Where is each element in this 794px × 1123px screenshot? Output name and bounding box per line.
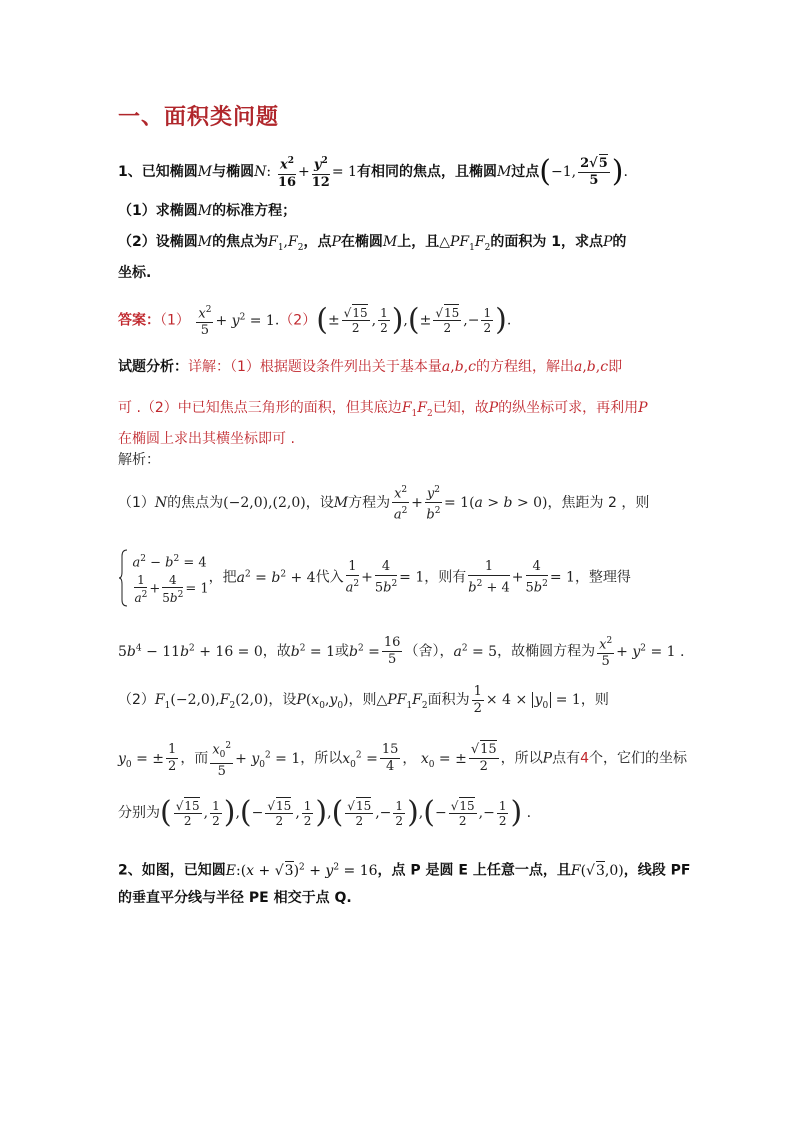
point-count: 4 — [580, 750, 590, 767]
analysis-line-2: 可 .（2）中已知焦点三角形的面积，但其底边$F_1F_2$已知，故P的纵坐标可求，再利用P — [118, 400, 648, 419]
fraction-x2-5: $\frac{x^2}{5}$ — [196, 302, 213, 339]
question-1-part-2: （2）设椭圆M的焦点为$F_1,F_2$，点P在椭圆M上，且$\triangle PF_1F_2$的面积为 1，求点P的 — [118, 234, 627, 253]
question-2-line-1: 2、如图，已知圆E:(x + $√3)^2 + y^2 = 16$，点 P 是圆 E 上任意一点，且F(√3,0)，线段 PF — [118, 862, 691, 879]
question-1-part-1: （1）求椭圆M的标准方程； — [118, 203, 297, 219]
analysis-line-1: 试题分析：详解：（1）根据题设条件列出关于基本量a,b,c的方程组，解出a,b,c即 — [118, 359, 623, 375]
section-title: 一、面积类问题 — [118, 105, 280, 130]
analysis-line-3: 在椭圆上求出其横坐标即可 . — [118, 431, 295, 447]
fraction-x2-16: $\frac{x^2}{16}$ — [278, 153, 296, 190]
question-1-part-2-cont: 坐标. — [118, 265, 152, 281]
answer-line: 答案：（1） $\frac{x^2}{5}$ + $y^2 = 1.(2)(\pm$ $\frac{√15}{2}$ , $\frac{1}{2}$ ),(± $\frac{√15}{2}$ ,− $\frac{1}{2}$ ). — [118, 302, 512, 339]
fraction-y2-12: $\frac{y^2}{12}$ — [312, 153, 330, 190]
solution-1-line-1: （1）N的焦点为(−2,0),(2,0)，设M方程为 $\frac{x^2}{a^2}$ + $\frac{y^2}{b^2}$ = 1(a > b > 0)，焦距为 2 ，则 — [118, 482, 649, 522]
solution-1-line-3: $5b^4 - 11b^2 + 16 = 0$，故$b^2 = 1$或$b^2$ = $\frac{16}{5}$ （舍），$a^2 = 5$，故椭圆方程为 $\frac{x^2}{5}$ + $y^2 = 1$ . — [118, 628, 684, 668]
solution-1-line-2: $a^2 - b^2 = 4$ $\frac{1}{a^2}$ + $\frac{4}{5b^2}$ = 1 ，把$a^2 = b^2 + 4$代入 $\frac{1}{a^2}$ + $\frac{4}{5b^2}$ = 1，则有 $\frac{1}{b^2 + 4}$ + $\frac{4}{5b^2}$ = 1，整理得 — [118, 540, 631, 608]
fraction-2sqrt5-5: $\frac{2√5}{5}$ — [580, 155, 608, 188]
solution-label: 解析： — [118, 452, 160, 468]
solution-2-line-2: $y_0$ = ± $\frac{1}{2}$ ，而 $\frac{x_0^2}{5}$ + $y_0^2 = 1$，所以$x_0^2$ = $\frac{15}{4}$ ， $x_0$ = ± $\frac{√15}{2}$ ，所以P点有4个，它们的坐标 — [118, 735, 687, 775]
solution-2-line-1: $(2)F_1(-2,0),F_2(2,0)$，设$P(x_0,y_0)$，则$\triangle PF_1F_2$面积为 $\frac{1}{2}$ × $4 \times y_0 = 1$，则 — [118, 683, 609, 716]
brace-icon — [118, 548, 128, 608]
solution-2-line-3: 分别为( $\frac{√15}{2}$ , $\frac{1}{2}$ ),(− $\frac{√15}{2}$ , $\frac{1}{2}$ ),( $\frac{√15}{2}$ ,− $\frac{1}{2}$ ),(− $\frac{√15}{2}$ ,− $\frac{1}{2}$ ) . — [118, 795, 532, 830]
question-1-statement: 1、已知椭圆M与椭圆N: $\frac{x^2}{16}$ + $\frac{y^2}{12}$ = 1有相同的焦点，且椭圆M过点(−1, $\frac{2√5}{5}$ ). — [118, 154, 628, 190]
question-2-line-2: 的垂直平分线与半径 PE 相交于点 Q. — [118, 890, 352, 906]
equation-system: $a^2 - b^2 = 4$ $\frac{1}{a^2}$ + $\frac{4}{5b^2}$ = 1 — [132, 554, 209, 605]
